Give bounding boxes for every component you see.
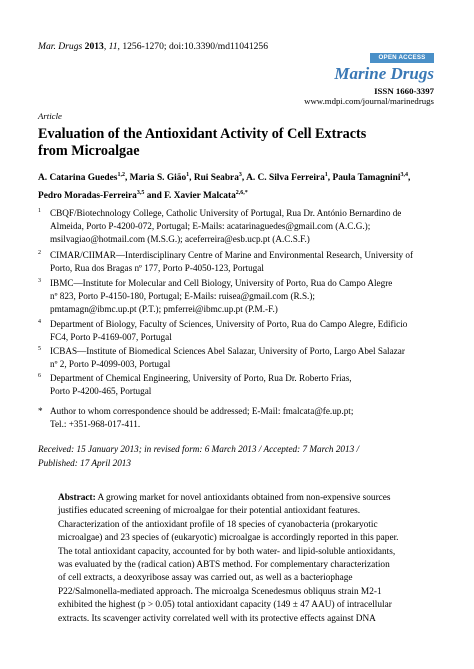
author-affil-sup: 3 (238, 172, 242, 178)
abstract-line: P22/Salmonella-mediated approach. The microalga Scenedesmus obliquus strain M2-1 (58, 586, 382, 597)
author-list: A. Catarina Guedes$^{1,2}$, Maria S. Gião$^1$, Rui Seabra$^3$, A. C. Silva Ferreira$^1$, Paula Tamagnini$^{3,4}$, Pedro Moradas-Ferreira$^{3,5}$ and F. Xavier Malcata$^{2,6,*}$ (38, 172, 411, 201)
affiliation-number: 4 (38, 319, 41, 325)
author-affil-sup: 2,6,* (235, 189, 248, 196)
citation-year: 2013 (84, 41, 104, 52)
affiliation-line: Porto P-4200-465, Portugal (50, 386, 152, 397)
correspondence-line: Tel.: +351-968-017-411. (50, 419, 141, 430)
journal-url[interactable]: www.mdpi.com/journal/marinedrugs (304, 96, 434, 106)
author-affil-sup: 1 (324, 172, 328, 178)
affiliation-line: ICBAS—Institute of Biomedical Sciences Abel Salazar, University of Porto, Largo Abel Salazar (50, 346, 405, 356)
abstract-line: A growing market for novel antioxidants obtained from non-expensive sources (95, 493, 391, 503)
affiliation-line: FC4, Porto P-4169-007, Portugal (50, 332, 172, 343)
title-line: Evaluation of the Antioxidant Activity of Cell Extracts (38, 126, 367, 142)
abstract-line: exhibited the highest (p > 0.05) total antioxidant capacity (149 ± 47 AAU) of intracellular (58, 600, 392, 611)
dates-line: Published: 17 April 2013 (38, 457, 131, 468)
title-line: from Microalgae (38, 143, 140, 159)
dates-line: Received: 15 January 2013; in revised form: 6 March 2013 / Accepted: 7 March 2013 / (38, 444, 360, 454)
publication-dates (38, 443, 438, 470)
affiliation-line: Department of Biology, Faculty of Sciences, University of Porto, Rua do Campo Alegre, Edificio (50, 319, 408, 329)
paper-title (38, 126, 438, 160)
abstract-line: of cell extracts, a deoxyribose assay was carried out, as well as a bacteriophage (58, 573, 353, 584)
author-name: A. C. Silva Ferreira (246, 173, 325, 184)
author-name: A. Catarina Guedes (38, 173, 118, 184)
journal-name: Marine Drugs (334, 64, 434, 83)
author-name: Pedro Moradas-Ferreira (38, 190, 137, 201)
abstract-line: justifies educated screening of microalgae for their potential antioxidant features. (58, 506, 361, 517)
author-name: Maria S. Gião (129, 173, 187, 184)
abstract-line: The total antioxidant capacity, accounted for by both water- and lipid-soluble antioxidants, (58, 546, 396, 557)
author-affil-sup: 3,4 (400, 172, 408, 178)
affiliation-line: nº 2, Porto P-4099-003, Portugal (50, 359, 171, 370)
citation-rest: , 1256-1270; doi:10.3390/md11041256 (117, 41, 269, 52)
affiliation-line: CIMAR/CIIMAR—Interdisciplinary Centre of Marine and Environmental Research, University of (50, 250, 414, 260)
affiliation-number: 1 (38, 208, 41, 214)
affiliation-line: msilvagiao@hotmail.com (M.S.G.); aceferreira@esb.ucp.pt (A.C.S.F.) (50, 234, 310, 245)
author-name: Paula Tamagnini (332, 173, 401, 184)
issn: ISSN 1660-3397 (374, 86, 434, 96)
affiliation-line: Almeida, Porto P-4200-072, Portugal; E-Mails: acatarinaguedes@gmail.com (A.C.G.); (50, 221, 371, 232)
article-type: Article (38, 111, 62, 121)
citation-volume: 11 (108, 41, 118, 52)
affiliation-number: 3 (38, 278, 41, 284)
citation-journal: Mar. Drugs (38, 41, 83, 52)
abstract-label: Abstract: (58, 493, 96, 503)
abstract-line: extracts. Its scavenger activity correlated well with its protective effects against DNA (58, 613, 376, 624)
affiliation-line: Department of Chemical Engineering, University of Porto, Rua Dr. Roberto Frias, (50, 373, 352, 383)
affiliation-line: nº 823, Porto P-4150-180, Portugal; E-Mails: ruisea@gmail.com (R.S.); (50, 291, 315, 302)
affiliation-line: CBQF/Biotechnology College, Catholic University of Portugal, Rua Dr. António Bernardino de (50, 208, 402, 218)
affiliation-line: Porto, Rua dos Bragas nº 177, Porto P-4050-123, Portugal (50, 263, 264, 274)
affiliation-number: 5 (38, 346, 41, 352)
abstract-line: microalgae) and 23 species of (eukaryotic) microalgae is accordingly reported in this paper. (58, 533, 399, 544)
abstract-line: Characterization of the antioxidant profile of 18 species of cyanobacteria (prokaryotic (58, 519, 378, 530)
affiliation-line: pmtamagn@ibmc.up.pt (P.T.); pmferrei@ibmc.up.pt (P.M.-F.) (50, 304, 278, 315)
citation-line: Mar. Drugs 2013, 11, 1256-1270; doi:10.3390/md11041256 (38, 41, 269, 52)
author-affil-sup: 1 (186, 172, 190, 178)
author-name: F. Xavier Malcata (164, 190, 236, 201)
author-name: Rui Seabra (193, 173, 239, 184)
affiliation-line: IBMC—Institute for Molecular and Cell Biology, University of Porto, Rua do Campo Alegre (50, 278, 393, 288)
correspondence-line: Author to whom correspondence should be addressed; E-Mail: fmalcata@fe.up.pt; (50, 406, 354, 416)
correspondence-mark: * (38, 406, 43, 416)
author-affil-sup: 3,5 (136, 189, 145, 196)
affiliation-number: 2 (38, 250, 41, 256)
affiliation-number: 6 (38, 373, 41, 379)
open-access-badge: OPEN ACCESS (370, 53, 434, 63)
author-affil-sup: 1,2 (117, 172, 125, 178)
abstract-line: was evaluated by the (radical cation) ABTS method. For complementary characterization (58, 560, 390, 571)
abstract (58, 492, 434, 626)
